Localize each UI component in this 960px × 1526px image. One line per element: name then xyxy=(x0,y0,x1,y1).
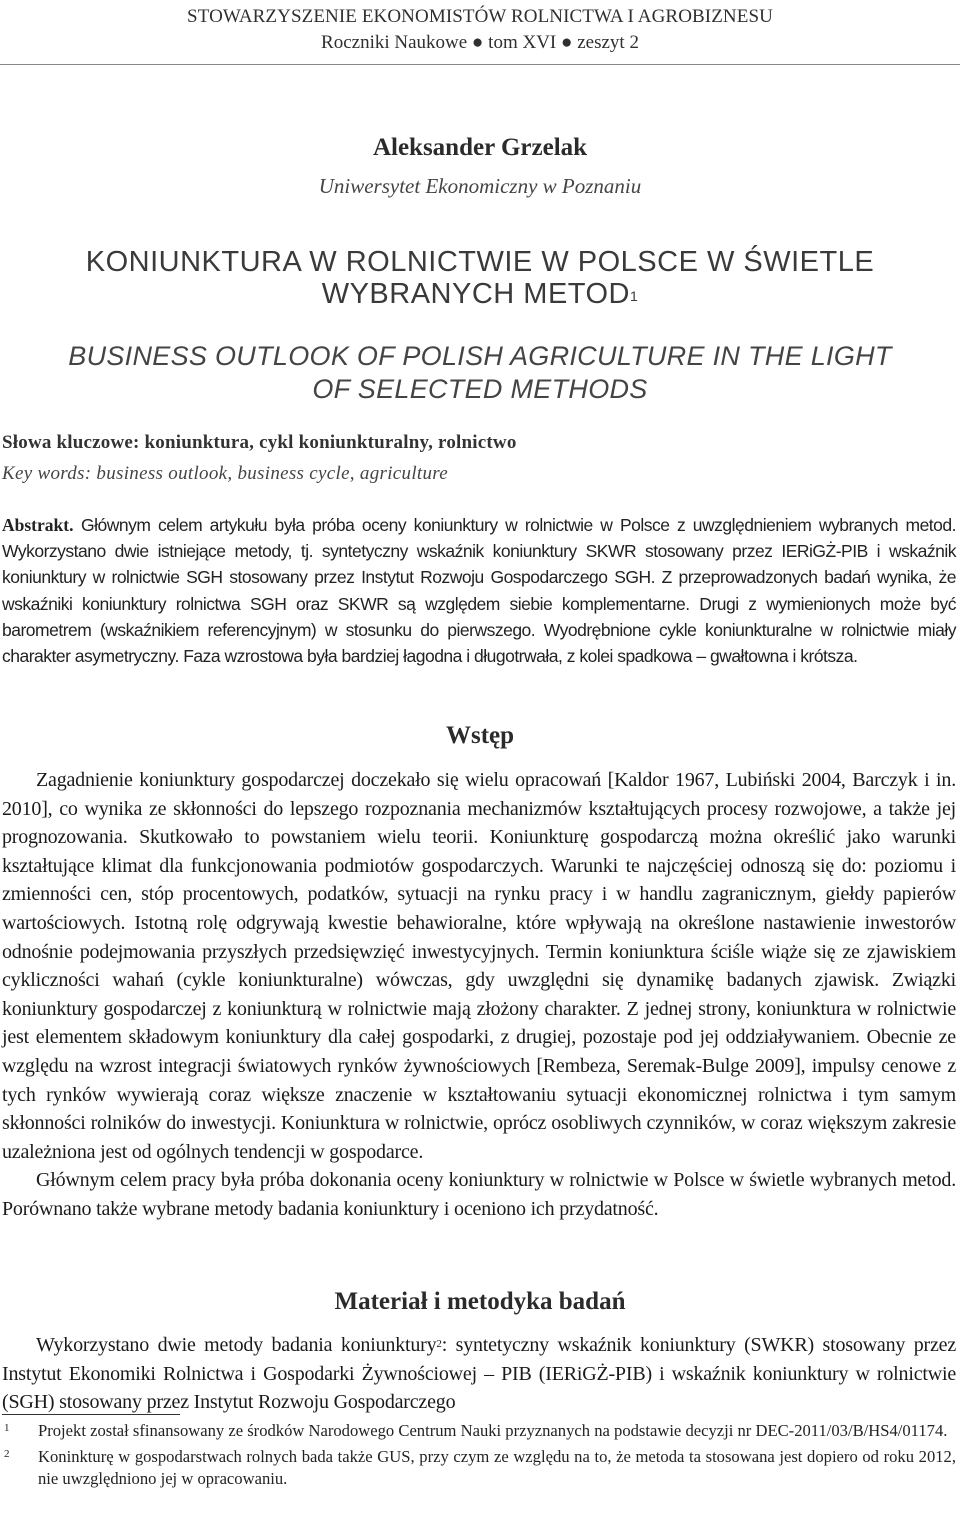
footnote-2-number: 2 xyxy=(4,1448,10,1460)
society-name: STOWARZYSZENIE EKONOMISTÓW ROLNICTWA I AGROBIZNESU xyxy=(187,6,773,27)
header-divider xyxy=(0,64,960,65)
section-heading-introduction: Wstęp xyxy=(445,722,515,749)
title-english-line2: OF SELECTED METHODS xyxy=(312,374,648,404)
methods-text-rest: : syntetyczny wskaźnik koniunktury (SWKR) stosowany przez Instytut Ekonomiki Rolnictwa i Gospodarki Żywnościowej – PIB (IERiGŻ-PIB) i wskaźnik koniunktury w rolnictwie (SGH) stosowany przez Instytut Rozwoju Gospodarczego xyxy=(2,1334,956,1414)
keywords-english: Key words: business outlook, business cycle, agriculture xyxy=(2,463,448,484)
intro-paragraph-2: Głównym celem pracy była próba dokonania oceny koniunktury w rolnictwie w Polsce w świetle wybranych metod. Porównano także wybrane metody badania koniunktury i oceniono ich przydatność. xyxy=(2,1169,956,1220)
footnote-1 xyxy=(2,1420,956,1442)
title-polish-line1: KONIUNKTURA W ROLNICTWIE W POLSCE W ŚWIETLE xyxy=(85,246,875,278)
abstract-text: Głównym celem artykułu była próba oceny koniunktury w rolnictwie w Polsce z uwzględnieniem wybranych metod. Wykorzystano dwie istniejące metody, tj. syntetyczny wskaźnik koniunktury SKWR stosowany przez IERiGŻ-PIB i wskaźnik koniunktury w rolnictwie SGH stosowany przez Instytut Rozwoju Gospodarczego SGH. Z przeprowadzonych badań wynika, że wskaźniki koniunktury rolnictwa SGH oraz SKWR są względem siebie komplementarne. Drugi z wymienionych może być barometrem (wskaźnikiem referencyjnym) w stosunku do pierwszego. Wyodrębnione cykle koniunkturalne w rolnictwie miały charakter asymetryczny. Faza wzrostowa była bardziej łagodna i długotrwała, z kolei spadkowa – gwałtowna i krótsza. xyxy=(2,515,956,667)
abstract xyxy=(2,512,956,669)
footnote-2 xyxy=(2,1446,956,1490)
author-affiliation: Uniwersytet Ekonomiczny w Poznaniu xyxy=(318,174,642,198)
title-english xyxy=(0,340,960,406)
footnote-2-text: Koninkturę w gospodarstwach rolnych bada także GUS, przy czym ze względu na to, że metoda ta stosowana jest dopiero od roku 2012, nie uwzględniono jej w opracowaniu. xyxy=(38,1447,956,1488)
footnote-1-number: 1 xyxy=(4,1422,10,1434)
methods-paragraph-1 xyxy=(2,1331,956,1417)
journal-header xyxy=(0,4,960,56)
title-polish xyxy=(0,246,960,310)
footnote-1-text: Projekt został sfinansowany ze środków Narodowego Centrum Nauki przyznanych na podstawie decyzji nr DEC-2011/03/B/HS4/01174. xyxy=(38,1421,948,1440)
methods-body xyxy=(2,1331,956,1417)
methods-text-start: Wykorzystano dwie metody badania koniunktury xyxy=(36,1334,437,1356)
introduction-body xyxy=(2,766,956,1224)
intro-paragraph-1: Zagadnienie koniunktury gospodarczej doczekało się wielu opracowań [Kaldor 1967, Lubiński 2004, Barczyk i in. 2010], co wynika ze skłonności do lepszego rozpoznania mechanizmów kształtujących procesy rozwojowe, a także jej prognozowania. Skutkowało to powstaniem wielu teorii. Koniunkturę gospodarczą można określić jako warunki kształtujące klimat dla funkcjonowania podmiotów gospodarczych. Warunki te najczęściej odnoszą się do: poziomu i zmienności cen, stóp procentowych, podatków, sytuacji na rynku pracy i w handlu zagranicznym, giełdy papierów wartościowych. Istotną rolę odgrywają kwestie behawioralne, które wpływają na określone nastawienie inwestorów odnośnie podejmowania przyszłych przedsięwzięć inwestycyjnych. Termin koniunktura ściśle wiąże się ze zjawiskiem cykliczności wahań (cykle koniunkturalne) wówczas, gdy uwzględni się dynamikę badanych zjawisk. Związki koniunktury gospodarczej z koniunkturą w rolnictwie mają złożony charakter. Z jednej strony, koniunktura w rolnictwie jest elementem składowym koniunktury dla całej gospodarki, z drugiej, pozostaje pod jej oddziaływaniem. Obecnie ze względu na wzrost integracji światowych rynków żywnościowych [Rembeza, Seremak-Bulge 2009], impulsy cenowe z tych rynków wywierają coraz większe znaczenie w kształtowaniu sytuacji ekonomicznej rolnictwa i tym samym skłonności rolników do inwestycji. Koniunktura w rolnictwie, oprócz osobliwych czynników, w coraz większym zakresie uzależniona jest od ogólnych tendencji w gospodarce. xyxy=(2,769,956,1163)
methods-footnote-ref[interactable]: 2 xyxy=(436,1338,442,1350)
title-polish-line2-text: WYBRANYCH METOD xyxy=(321,278,630,310)
title-footnote-ref[interactable]: 1 xyxy=(629,288,639,304)
abstract-label: Abstrakt. xyxy=(2,515,74,535)
author-name: Aleksander Grzelak xyxy=(372,134,588,161)
footnote-divider xyxy=(2,1414,180,1415)
section-heading-methods: Materiał i metodyka badań xyxy=(334,1288,626,1315)
title-english-line1: BUSINESS OUTLOOK OF POLISH AGRICULTURE IN THE LIGHT xyxy=(68,341,892,371)
journal-issue: Roczniki Naukowe ● tom XVI ● zeszyt 2 xyxy=(321,32,639,53)
keywords-polish: Słowa kluczowe: koniunktura, cykl koniunkturalny, rolnictwo xyxy=(2,432,517,453)
title-polish-line2 xyxy=(0,278,960,310)
footnotes xyxy=(2,1420,956,1494)
